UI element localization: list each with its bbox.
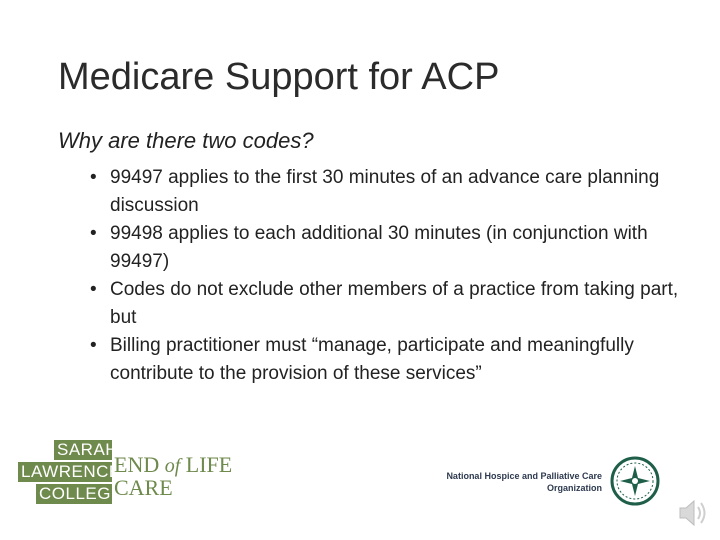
slide-subtitle: Why are there two codes? <box>58 128 314 153</box>
slide-title: Medicare Support for ACP <box>58 56 500 98</box>
bullet-item: • Codes do not exclude other members of a practice from taking part, but <box>90 276 680 332</box>
nhpco-text <box>430 470 602 494</box>
nhpco-line-1: National Hospice and Palliative Care <box>446 471 602 481</box>
eol-end: END <box>114 452 160 477</box>
slc-wordmark <box>18 440 123 506</box>
end-of-life-care-wordmark <box>114 454 232 499</box>
bullet-item: • 99497 applies to the first 30 minutes of an advance care planning discussion <box>90 164 680 220</box>
bullet-item: • 99498 applies to each additional 30 minutes (in conjunction with 99497) <box>90 220 680 276</box>
slc-line-2: LAWRENCE <box>18 462 112 482</box>
bullet-list <box>90 164 680 388</box>
slc-line-3: COLLEGE <box>36 484 112 504</box>
nhpco-emblem-icon <box>610 456 660 506</box>
eol-of: of <box>164 455 181 477</box>
speaker-icon[interactable] <box>676 496 710 530</box>
slc-line-1: SARAH <box>54 440 112 460</box>
bullet-item: • Billing practitioner must “manage, participate and meaningfully contribute to the provision of these services” <box>90 332 680 388</box>
eol-care: CARE <box>114 475 173 500</box>
eol-life: LIFE <box>185 452 233 477</box>
nhpco-line-2: Organization <box>546 483 602 493</box>
